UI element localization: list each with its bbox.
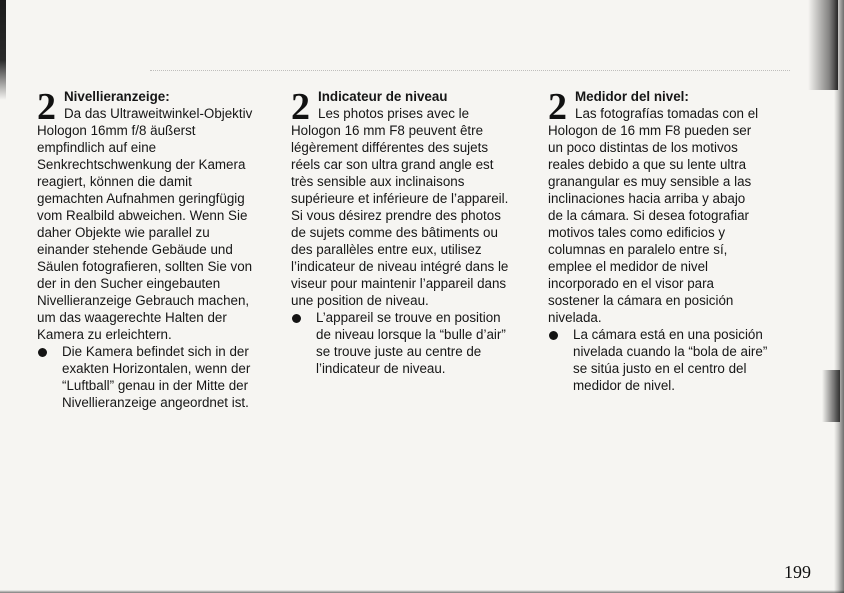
body-line: granangular es muy sensible a las: [548, 174, 752, 189]
bullet-line: La cámara está en una posición: [573, 327, 763, 342]
body-line: légèrement différentes des sujets: [291, 140, 489, 155]
body-line: Hologon de 16 mm F8 pueden ser: [548, 123, 752, 138]
bullet-line: nivelada cuando la “bola de aire”: [573, 344, 768, 359]
body-line: un poco distintas de los motivos: [548, 140, 738, 155]
bullet-line: “Luftball” genau in der Mitte der: [62, 378, 249, 393]
bullet-line: medidor de nivel.: [573, 378, 675, 393]
body-line: Nivellieranzeige Gebrauch machen,: [37, 293, 250, 308]
step-number: 2: [548, 86, 567, 128]
column-german: [37, 88, 267, 411]
body-line: Les photos prises avec le: [318, 106, 470, 121]
scan-top-rule: [150, 70, 790, 71]
scan-edge-left: [0, 0, 6, 100]
body-line: Senkrechtschwenkung der Kamera: [37, 157, 246, 172]
bullet-line: exakten Horizontalen, wenn der: [62, 361, 251, 376]
body-line: um das waagerechte Halten der: [37, 310, 227, 325]
body-line: Kamera zu erleichtern.: [37, 327, 172, 342]
body-line: une position de niveau.: [291, 293, 429, 308]
column-spanish: [548, 88, 778, 394]
scan-edge-right-top: [808, 0, 838, 90]
column-french: [291, 88, 521, 377]
bullet-line: Nivellieranzeige angeordnet ist.: [62, 395, 249, 410]
bullet-dot-icon: [38, 348, 47, 357]
body-line: columnas en paralelo entre sí,: [548, 242, 728, 257]
body-line: incorporado en el visor para: [548, 276, 714, 291]
page-number: 199: [784, 562, 811, 582]
body-line: Da das Ultraweitwinkel-Objektiv: [64, 106, 253, 121]
body-line: Si vous désirez prendre des photos: [291, 208, 501, 223]
scan-edge-right-mark: [822, 370, 840, 422]
section-heading: Medidor del nivel:: [575, 89, 689, 104]
bullet-line: L’appareil se trouve en position: [316, 310, 501, 325]
body-line: motivos tales como edificios y: [548, 225, 726, 240]
step-number: 2: [37, 86, 56, 128]
bullet-item: [37, 343, 267, 411]
body-line: supérieure et inférieure de l’appareil.: [291, 191, 509, 206]
section-body: [37, 105, 267, 343]
bullet-line: l’indicateur de niveau.: [316, 361, 446, 376]
body-line: de sujets comme des bâtiments ou: [291, 225, 498, 240]
section-body: [291, 105, 521, 309]
step-number: 2: [291, 86, 310, 128]
bullet-line: de niveau lorsque la “bulle d’air”: [316, 327, 506, 342]
bullet-line: se sitúa justo en el centro del: [573, 361, 747, 376]
body-line: reales debido a que su lente ultra: [548, 157, 747, 172]
body-line: Hologon 16mm f/8 äußerst: [37, 123, 196, 138]
body-line: Säulen fotografieren, sollten Sie von: [37, 259, 253, 274]
body-line: réels car son ultra grand angle est: [291, 157, 494, 172]
body-line: l’indicateur de niveau intégré dans le: [291, 259, 509, 274]
body-line: Las fotografías tomadas con el: [575, 106, 759, 121]
bullet-line: Die Kamera befindet sich in der: [62, 344, 249, 359]
body-line: de la cámara. Si desea fotografiar: [548, 208, 749, 223]
body-line: empfindlich auf eine: [37, 140, 157, 155]
body-line: nivelada.: [548, 310, 602, 325]
body-line: des parallèles entre eux, utilisez: [291, 242, 482, 257]
body-line: reagiert, können die damit: [37, 174, 192, 189]
section-heading: Nivellieranzeige:: [64, 89, 170, 104]
bullet-item: [291, 309, 521, 377]
body-line: Hologon 16 mm F8 peuvent être: [291, 123, 484, 138]
body-line: vom Realbild abweichen. Wenn Sie: [37, 208, 248, 223]
body-line: der in den Sucher eingebauten: [37, 276, 221, 291]
body-line: inclinaciones hacia arriba y abajo: [548, 191, 746, 206]
bullet-item: [548, 326, 778, 394]
body-line: einander stehende Gebäude und: [37, 242, 233, 257]
body-line: gemachten Aufnahmen geringfügig: [37, 191, 245, 206]
bullet-dot-icon: [549, 331, 558, 340]
body-line: emplee el medidor de nivel: [548, 259, 709, 274]
bullet-line: se trouve juste au centre de: [316, 344, 482, 359]
body-line: sostener la cámara en posición: [548, 293, 734, 308]
body-line: très sensible aux inclinaisons: [291, 174, 465, 189]
section-heading: Indicateur de niveau: [318, 89, 448, 104]
body-line: viseur pour maintenir l’appareil dans: [291, 276, 507, 291]
body-line: daher Objekte wie parallel zu: [37, 225, 210, 240]
section-body: [548, 105, 778, 326]
bullet-dot-icon: [292, 314, 301, 323]
